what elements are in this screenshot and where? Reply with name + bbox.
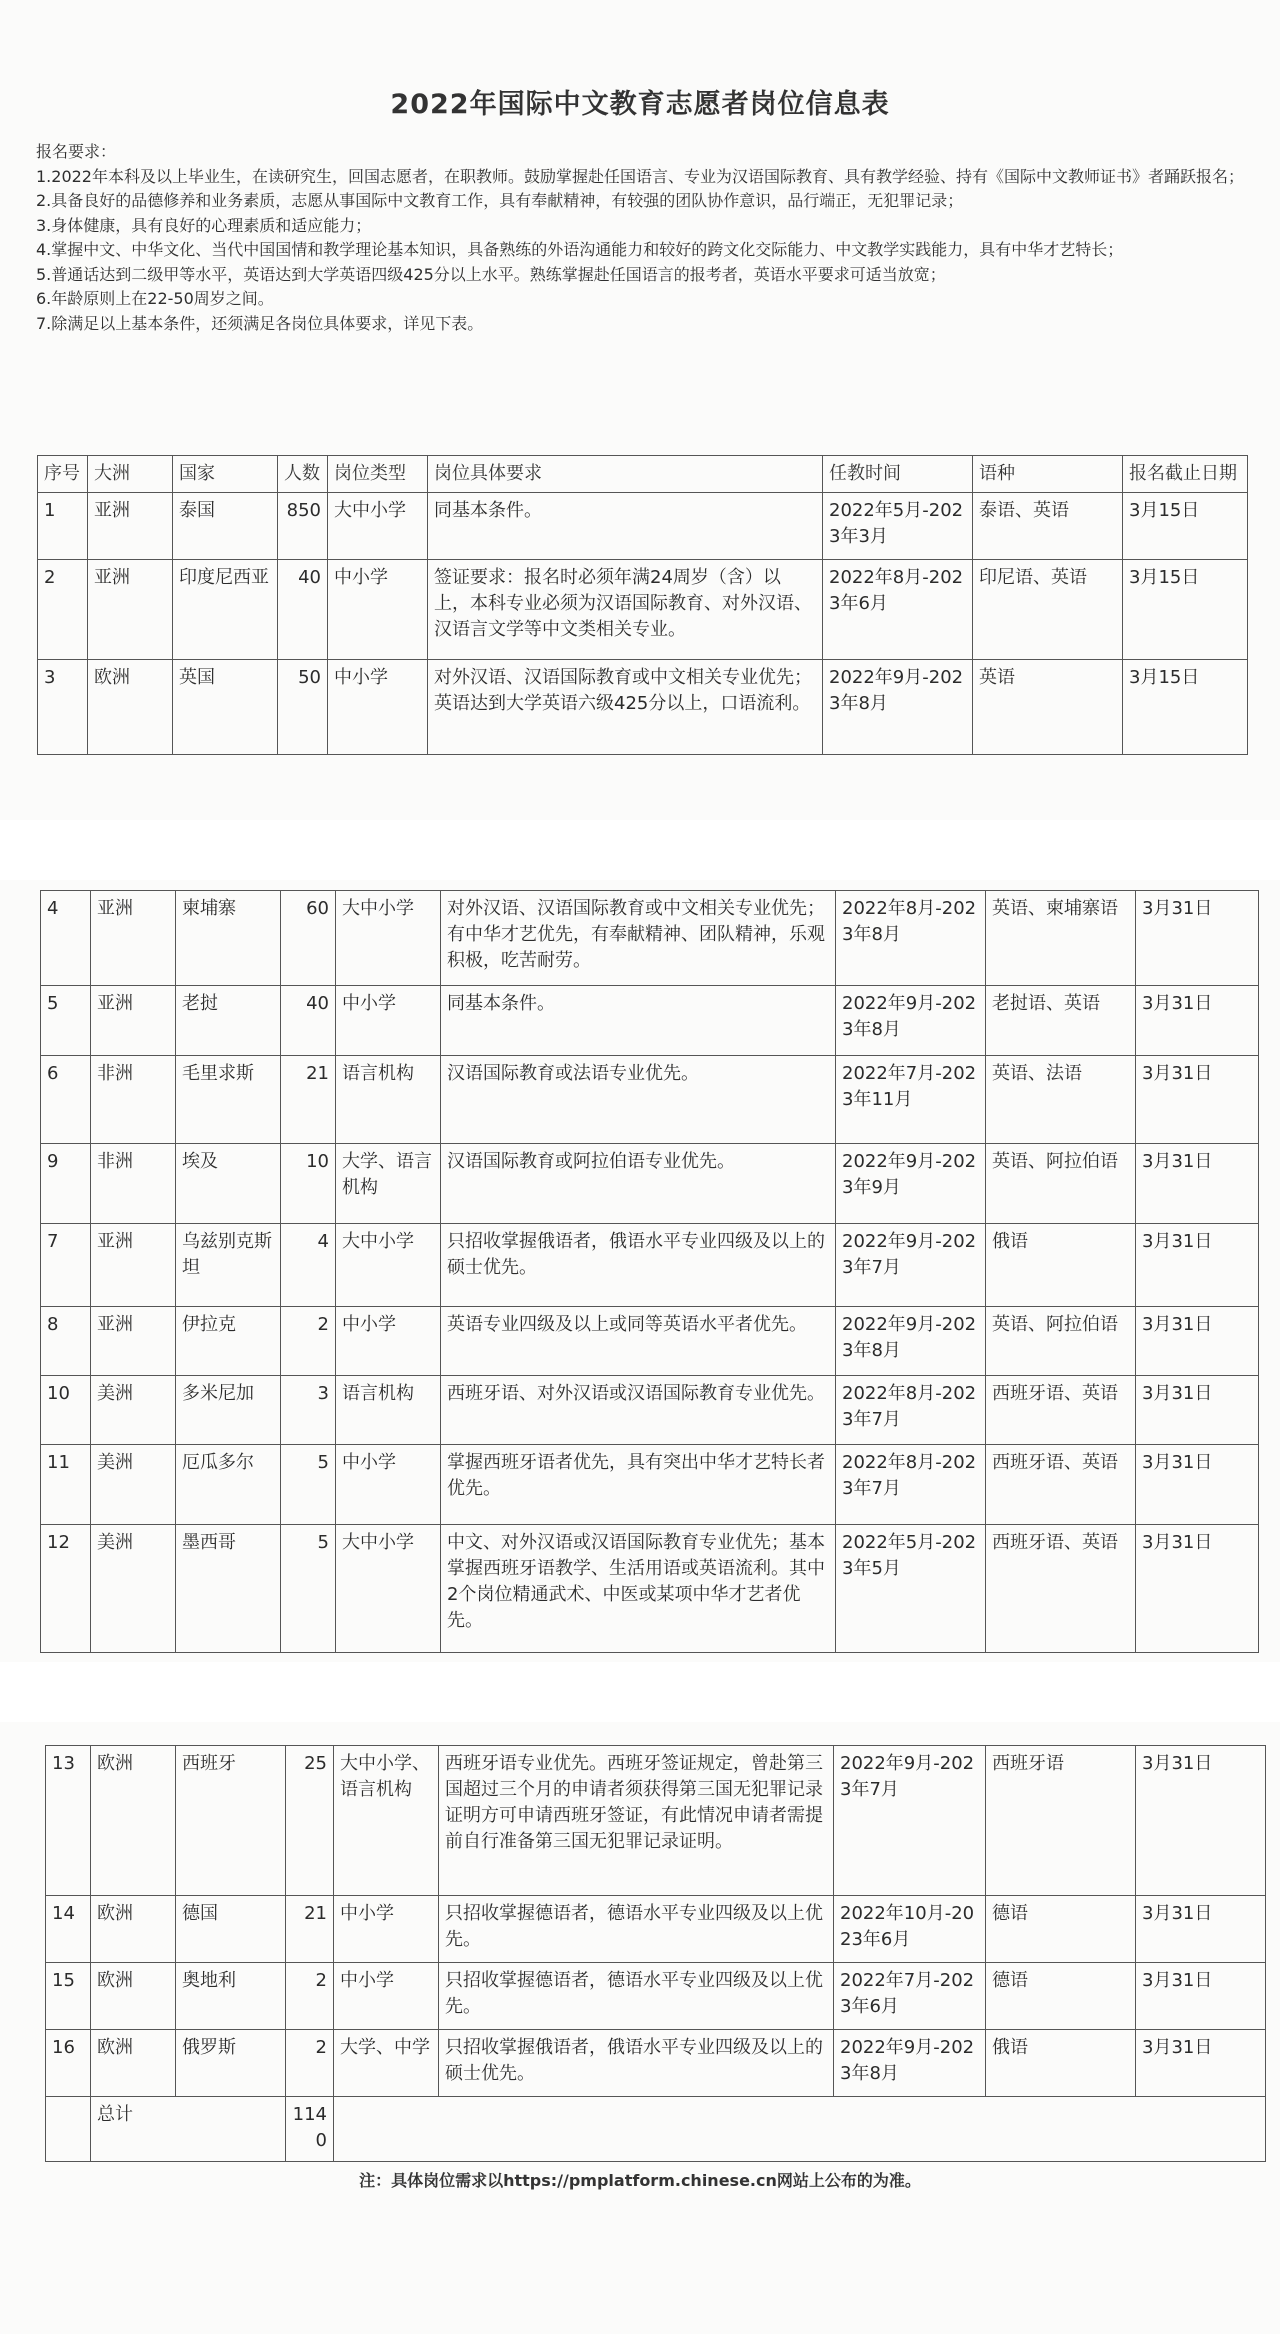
cell-continent: 非洲 bbox=[91, 1144, 176, 1224]
cell-type: 大学、中学 bbox=[334, 2030, 439, 2097]
table-row bbox=[46, 1963, 1266, 2030]
table-row bbox=[38, 560, 1248, 660]
cell-type: 中小学 bbox=[336, 1445, 441, 1525]
cell-country: 德国 bbox=[176, 1896, 286, 1963]
requirements bbox=[36, 140, 1246, 336]
cell-count: 5 bbox=[281, 1445, 336, 1525]
cell-country: 泰国 bbox=[173, 493, 278, 560]
cell-country: 英国 bbox=[173, 660, 278, 755]
header-cell: 报名截止日期 bbox=[1123, 456, 1248, 493]
cell-language: 英语、阿拉伯语 bbox=[986, 1144, 1136, 1224]
requirement-item: 7.除满足以上基本条件，还须满足各岗位具体要求，详见下表。 bbox=[36, 313, 484, 333]
cell-country: 西班牙 bbox=[176, 1746, 286, 1896]
cell-deadline: 3月15日 bbox=[1123, 493, 1248, 560]
cell-requirement: 对外汉语、汉语国际教育或中文相关专业优先；有中华才艺优先，有奉献精神、团队精神，乐观积极，吃苦耐劳。 bbox=[441, 891, 836, 986]
cell-language: 英语、阿拉伯语 bbox=[986, 1307, 1136, 1376]
cell-count: 60 bbox=[281, 891, 336, 986]
cell-continent: 美洲 bbox=[91, 1376, 176, 1445]
header-cell: 语种 bbox=[973, 456, 1123, 493]
table-row bbox=[41, 1144, 1259, 1224]
cell-count: 2 bbox=[281, 1307, 336, 1376]
cell-period: 2022年8月-2023年7月 bbox=[836, 1376, 986, 1445]
cell-continent: 亚洲 bbox=[91, 891, 176, 986]
table-row bbox=[46, 2030, 1266, 2097]
requirement-item: 6.年龄原则上在22-50周岁之间。 bbox=[36, 289, 274, 308]
cell-count: 2 bbox=[286, 1963, 334, 2030]
cell-continent: 美洲 bbox=[91, 1525, 176, 1653]
table-row bbox=[41, 891, 1259, 986]
cell-deadline: 3月31日 bbox=[1136, 1525, 1259, 1653]
cell-continent: 美洲 bbox=[91, 1445, 176, 1525]
cell-deadline: 3月31日 bbox=[1136, 891, 1259, 986]
cell-requirement: 中文、对外汉语或汉语国际教育专业优先；基本掌握西班牙语教学、生活用语或英语流利。其中2个岗位精通武术、中医或某项中华才艺者优先。 bbox=[441, 1525, 836, 1653]
cell-count: 4 bbox=[281, 1224, 336, 1307]
cell-count: 21 bbox=[281, 1056, 336, 1144]
cell-language: 泰语、英语 bbox=[973, 493, 1123, 560]
page-gap bbox=[0, 820, 1280, 880]
cell-deadline: 3月31日 bbox=[1136, 1056, 1259, 1144]
cell-count: 2 bbox=[286, 2030, 334, 2097]
cell-type: 中小学 bbox=[328, 560, 428, 660]
cell-type: 中小学 bbox=[334, 1963, 439, 2030]
cell-index: 13 bbox=[46, 1746, 91, 1896]
cell-count: 10 bbox=[281, 1144, 336, 1224]
cell-requirement: 只招收掌握德语者，德语水平专业四级及以上优先。 bbox=[439, 1896, 834, 1963]
cell-deadline: 3月31日 bbox=[1136, 1445, 1259, 1525]
cell-index: 16 bbox=[46, 2030, 91, 2097]
cell-type: 大中小学、语言机构 bbox=[334, 1746, 439, 1896]
cell-count: 3 bbox=[281, 1376, 336, 1445]
cell-index: 1 bbox=[38, 493, 88, 560]
cell-country: 厄瓜多尔 bbox=[176, 1445, 281, 1525]
cell-language: 西班牙语、英语 bbox=[986, 1445, 1136, 1525]
cell-count: 25 bbox=[286, 1746, 334, 1896]
table-row bbox=[41, 1307, 1259, 1376]
cell-country: 伊拉克 bbox=[176, 1307, 281, 1376]
cell-period: 2022年9月-2023年7月 bbox=[834, 1746, 986, 1896]
cell-requirement: 西班牙语专业优先。西班牙签证规定，曾赴第三国超过三个月的申请者须获得第三国无犯罪记录证明方可申请西班牙签证，有此情况申请者需提前自行准备第三国无犯罪记录证明。 bbox=[439, 1746, 834, 1896]
cell-continent: 亚洲 bbox=[88, 493, 173, 560]
cell-continent: 非洲 bbox=[91, 1056, 176, 1144]
cell-continent: 亚洲 bbox=[91, 1307, 176, 1376]
cell-continent: 亚洲 bbox=[91, 986, 176, 1056]
cell-requirement: 英语专业四级及以上或同等英语水平者优先。 bbox=[441, 1307, 836, 1376]
cell-deadline: 3月15日 bbox=[1123, 660, 1248, 755]
cell-country: 毛里求斯 bbox=[176, 1056, 281, 1144]
cell-type: 语言机构 bbox=[336, 1376, 441, 1445]
cell-type: 大中小学 bbox=[336, 1525, 441, 1653]
requirement-item: 3.身体健康，具有良好的心理素质和适应能力； bbox=[36, 215, 372, 235]
cell-language: 德语 bbox=[986, 1896, 1136, 1963]
cell-language: 印尼语、英语 bbox=[973, 560, 1123, 660]
cell-language: 西班牙语、英语 bbox=[986, 1525, 1136, 1653]
header-cell: 序号 bbox=[38, 456, 88, 493]
table-row bbox=[41, 1056, 1259, 1144]
total-value: 1140 bbox=[286, 2097, 334, 2162]
cell-count: 40 bbox=[278, 560, 328, 660]
cell-type: 大中小学 bbox=[328, 493, 428, 560]
cell-country: 印度尼西亚 bbox=[173, 560, 278, 660]
cell-deadline: 3月31日 bbox=[1136, 1307, 1259, 1376]
cell-language: 英语、柬埔寨语 bbox=[986, 891, 1136, 986]
page-title: 2022年国际中文教育志愿者岗位信息表 bbox=[390, 89, 890, 120]
cell-continent: 亚洲 bbox=[88, 560, 173, 660]
cell-index: 3 bbox=[38, 660, 88, 755]
cell-period: 2022年8月-2023年7月 bbox=[836, 1445, 986, 1525]
cell-country: 奥地利 bbox=[176, 1963, 286, 2030]
header-cell: 国家 bbox=[173, 456, 278, 493]
cell-requirement: 只招收掌握俄语者，俄语水平专业四级及以上的硕士优先。 bbox=[441, 1224, 836, 1307]
cell-requirement: 只招收掌握德语者，德语水平专业四级及以上优先。 bbox=[439, 1963, 834, 2030]
cell-index: 2 bbox=[38, 560, 88, 660]
requirement-item: 1.2022年本科及以上毕业生，在读研究生，回国志愿者，在职教师。鼓励掌握赴任国语言、专业为汉语国际教育、具有教学经验、持有《国际中文教师证书》者踊跃报名； bbox=[36, 166, 1244, 186]
cell-country: 柬埔寨 bbox=[176, 891, 281, 986]
table-row bbox=[46, 1896, 1266, 1963]
table-row bbox=[41, 1376, 1259, 1445]
requirement-item: 2.具备良好的品德修养和业务素质，志愿从事国际中文教育工作，具有奉献精神，有较强的团队协作意识，品行端正，无犯罪记录； bbox=[36, 191, 964, 210]
cell-index: 12 bbox=[41, 1525, 91, 1653]
cell-period: 2022年7月-2023年11月 bbox=[836, 1056, 986, 1144]
cell-deadline: 3月15日 bbox=[1123, 560, 1248, 660]
cell-type: 大学、语言机构 bbox=[336, 1144, 441, 1224]
cell-deadline: 3月31日 bbox=[1136, 1224, 1259, 1307]
cell-continent: 欧洲 bbox=[91, 1896, 176, 1963]
cell-language: 英语、法语 bbox=[986, 1056, 1136, 1144]
header-cell: 任教时间 bbox=[823, 456, 973, 493]
cell-index: 15 bbox=[46, 1963, 91, 2030]
cell-count: 40 bbox=[281, 986, 336, 1056]
cell-language: 俄语 bbox=[986, 2030, 1136, 2097]
cell-period: 2022年8月-2023年6月 bbox=[823, 560, 973, 660]
positions-table-section-2 bbox=[40, 890, 1259, 1653]
table-row bbox=[38, 493, 1248, 560]
table-row bbox=[41, 1445, 1259, 1525]
cell-language: 西班牙语 bbox=[986, 1746, 1136, 1896]
total-row bbox=[46, 2097, 1266, 2162]
cell-deadline: 3月31日 bbox=[1136, 1376, 1259, 1445]
cell-country: 俄罗斯 bbox=[176, 2030, 286, 2097]
cell-type: 中小学 bbox=[328, 660, 428, 755]
cell-requirement: 同基本条件。 bbox=[441, 986, 836, 1056]
cell-requirement: 对外汉语、汉语国际教育或中文相关专业优先；英语达到大学英语六级425分以上，口语流利。 bbox=[428, 660, 823, 755]
cell-period: 2022年5月-2023年5月 bbox=[836, 1525, 986, 1653]
header-cell: 岗位具体要求 bbox=[428, 456, 823, 493]
table-row bbox=[38, 660, 1248, 755]
footnote: 注：具体岗位需求以https://pmplatform.chinese.cn网站上公布的为准。 bbox=[359, 2171, 921, 2190]
cell-requirement: 签证要求：报名时必须年满24周岁（含）以上，本科专业必须为汉语国际教育、对外汉语、汉语言文学等中文类相关专业。 bbox=[428, 560, 823, 660]
cell-period: 2022年9月-2023年7月 bbox=[836, 1224, 986, 1307]
cell-period: 2022年5月-2023年3月 bbox=[823, 493, 973, 560]
cell-country: 多米尼加 bbox=[176, 1376, 281, 1445]
cell-requirement: 同基本条件。 bbox=[428, 493, 823, 560]
cell-continent: 亚洲 bbox=[91, 1224, 176, 1307]
cell-type: 中小学 bbox=[336, 1307, 441, 1376]
cell-language: 俄语 bbox=[986, 1224, 1136, 1307]
cell-index: 10 bbox=[41, 1376, 91, 1445]
cell-language: 德语 bbox=[986, 1963, 1136, 2030]
cell-count: 50 bbox=[278, 660, 328, 755]
table-row bbox=[46, 1746, 1266, 1896]
cell-country: 乌兹别克斯坦 bbox=[176, 1224, 281, 1307]
cell-type: 语言机构 bbox=[336, 1056, 441, 1144]
cell-type: 中小学 bbox=[334, 1896, 439, 1963]
cell-type: 大中小学 bbox=[336, 1224, 441, 1307]
cell-period: 2022年10月-2023年6月 bbox=[834, 1896, 986, 1963]
cell-requirement: 汉语国际教育或法语专业优先。 bbox=[441, 1056, 836, 1144]
cell-type: 大中小学 bbox=[336, 891, 441, 986]
cell-index: 5 bbox=[41, 986, 91, 1056]
table-header-row bbox=[38, 456, 1248, 493]
cell-count: 850 bbox=[278, 493, 328, 560]
page-gap bbox=[0, 1662, 1280, 1722]
table-row bbox=[41, 1525, 1259, 1653]
cell-count: 21 bbox=[286, 1896, 334, 1963]
cell-continent: 欧洲 bbox=[91, 2030, 176, 2097]
cell-deadline: 3月31日 bbox=[1136, 1896, 1266, 1963]
cell-language: 英语 bbox=[973, 660, 1123, 755]
header-cell: 人数 bbox=[278, 456, 328, 493]
table-row bbox=[41, 986, 1259, 1056]
cell-continent: 欧洲 bbox=[91, 1746, 176, 1896]
cell-continent: 欧洲 bbox=[91, 1963, 176, 2030]
requirements-heading: 报名要求： bbox=[36, 142, 117, 161]
cell-period: 2022年9月-2023年8月 bbox=[836, 1307, 986, 1376]
cell-index: 6 bbox=[41, 1056, 91, 1144]
cell-index: 9 bbox=[41, 1144, 91, 1224]
cell-deadline: 3月31日 bbox=[1136, 1746, 1266, 1896]
cell-index: 8 bbox=[41, 1307, 91, 1376]
cell-requirement: 西班牙语、对外汉语或汉语国际教育专业优先。 bbox=[441, 1376, 836, 1445]
requirement-item: 4.掌握中文、中华文化、当代中国国情和教学理论基本知识，具备熟练的外语沟通能力和较好的跨文化交际能力、中文教学实践能力，具有中华才艺特长； bbox=[36, 240, 1124, 259]
cell-language: 西班牙语、英语 bbox=[986, 1376, 1136, 1445]
cell-index: 11 bbox=[41, 1445, 91, 1525]
cell-period: 2022年9月-2023年8月 bbox=[823, 660, 973, 755]
cell-period: 2022年7月-2023年6月 bbox=[834, 1963, 986, 2030]
cell-index: 7 bbox=[41, 1224, 91, 1307]
cell-requirement: 汉语国际教育或阿拉伯语专业优先。 bbox=[441, 1144, 836, 1224]
cell-index: 14 bbox=[46, 1896, 91, 1963]
cell-period: 2022年9月-2023年8月 bbox=[836, 986, 986, 1056]
cell-type: 中小学 bbox=[336, 986, 441, 1056]
total-label: 总计 bbox=[91, 2097, 286, 2162]
header-cell: 大洲 bbox=[88, 456, 173, 493]
cell-continent: 欧洲 bbox=[88, 660, 173, 755]
cell-language: 老挝语、英语 bbox=[986, 986, 1136, 1056]
cell-index: 4 bbox=[41, 891, 91, 986]
cell-deadline: 3月31日 bbox=[1136, 1963, 1266, 2030]
cell-deadline: 3月31日 bbox=[1136, 2030, 1266, 2097]
cell-requirement: 掌握西班牙语者优先，具有突出中华才艺特长者优先。 bbox=[441, 1445, 836, 1525]
cell-period: 2022年9月-2023年8月 bbox=[834, 2030, 986, 2097]
cell-empty bbox=[46, 2097, 91, 2162]
cell-period: 2022年9月-2023年9月 bbox=[836, 1144, 986, 1224]
cell-country: 墨西哥 bbox=[176, 1525, 281, 1653]
cell-country: 老挝 bbox=[176, 986, 281, 1056]
cell-count: 5 bbox=[281, 1525, 336, 1653]
cell-requirement: 只招收掌握俄语者，俄语水平专业四级及以上的硕士优先。 bbox=[439, 2030, 834, 2097]
cell-deadline: 3月31日 bbox=[1136, 986, 1259, 1056]
cell-country: 埃及 bbox=[176, 1144, 281, 1224]
positions-table-section-3 bbox=[45, 1745, 1266, 2162]
positions-table-section-1 bbox=[37, 455, 1248, 755]
cell-period: 2022年8月-2023年8月 bbox=[836, 891, 986, 986]
header-cell: 岗位类型 bbox=[328, 456, 428, 493]
table-row bbox=[41, 1224, 1259, 1307]
cell-empty bbox=[334, 2097, 1266, 2162]
requirement-item: 5.普通话达到二级甲等水平，英语达到大学英语四级425分以上水平。熟练掌握赴任国语言的报考者，英语水平要求可适当放宽； bbox=[36, 264, 946, 284]
cell-deadline: 3月31日 bbox=[1136, 1144, 1259, 1224]
